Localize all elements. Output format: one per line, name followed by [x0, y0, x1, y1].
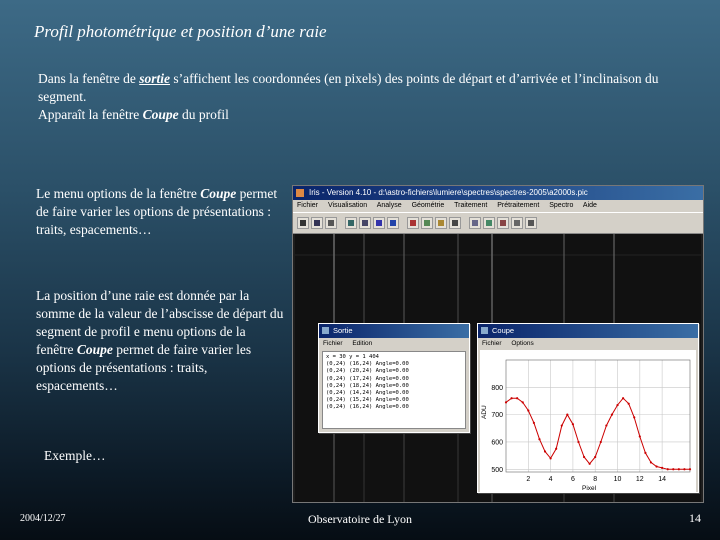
p1-coupe-word: Coupe: [142, 107, 179, 122]
grid-icon[interactable]: [511, 217, 523, 229]
tool-icon[interactable]: [483, 217, 495, 229]
iris-menu-item[interactable]: Visualisation: [327, 202, 368, 209]
data-point: [683, 468, 685, 470]
data-point: [555, 448, 557, 450]
sortie-line: (0,24) (15,24) Angle=0.00: [326, 397, 409, 404]
x-tick-label: 14: [658, 476, 667, 483]
iris-menu-item[interactable]: Traitement: [454, 202, 488, 209]
data-point: [600, 441, 602, 443]
p2-coupe-word: Coupe: [200, 186, 237, 201]
iris-menubar: [293, 200, 703, 212]
p3-coupe-word: Coupe: [76, 342, 113, 357]
data-point: [566, 414, 568, 416]
sortie-window-icon: [322, 327, 329, 334]
page-number: 14: [689, 511, 701, 525]
data-point: [661, 467, 663, 469]
footer-center: Observatoire de Lyon: [308, 512, 412, 526]
sortie-line: x = 30 y = 1 404: [326, 354, 379, 360]
y-tick-label: 600: [491, 439, 503, 447]
zoom-icon[interactable]: [373, 217, 385, 229]
x-tick-label: 4: [548, 476, 553, 483]
open-icon[interactable]: [297, 217, 309, 229]
p1-text-4: du profil: [178, 107, 229, 122]
sortie-output[interactable]: [322, 351, 466, 429]
sortie-line: (0,24) (18,24) Angle=0.00: [326, 382, 409, 389]
coupe-title: Coupe: [492, 326, 515, 335]
data-point: [533, 422, 535, 424]
data-point: [550, 457, 552, 459]
sortie-menubar: [319, 338, 469, 349]
data-point: [538, 438, 540, 440]
paragraph-options: [36, 185, 286, 239]
x-tick-label: 2: [526, 476, 531, 483]
data-point: [644, 452, 646, 454]
print-icon[interactable]: [325, 217, 337, 229]
y-axis-label: ADU: [481, 405, 488, 419]
undo-icon[interactable]: [345, 217, 357, 229]
data-point: [510, 397, 512, 399]
stop-icon[interactable]: [407, 217, 419, 229]
p1-text-3: Apparaît la fenêtre: [38, 107, 143, 122]
data-point: [678, 468, 680, 470]
data-point: [655, 465, 657, 467]
data-point: [611, 414, 613, 416]
data-point: [589, 463, 591, 465]
iris-toolbar: [293, 212, 703, 234]
profile-chart: [480, 350, 696, 492]
sortie-line: (0,24) (14,24) Angle=0.00: [326, 390, 409, 397]
sortie-title: Sortie: [333, 326, 353, 335]
crop-icon[interactable]: [359, 217, 371, 229]
coupe-menu-options[interactable]: Options: [511, 340, 534, 347]
p1-text-2: s’affichent les coordonnées (en pixels) des points de départ et d’arrivée et l’inclinaison du segment.: [38, 71, 659, 104]
data-point: [583, 456, 585, 458]
iris-titlebar[interactable]: [293, 186, 703, 200]
data-point: [672, 468, 674, 470]
data-point: [594, 456, 596, 458]
data-point: [505, 401, 507, 403]
x-tick-label: 8: [593, 476, 598, 483]
coupe-window: [477, 323, 699, 493]
data-point: [522, 401, 524, 403]
y-tick-label: 700: [491, 412, 503, 420]
x-tick-label: 12: [635, 476, 644, 483]
iris-title: Iris - Version 4.10 - d:\astro-fichiers\lumiere\spectres\spectres-2005\a2000s.pic: [309, 188, 588, 197]
data-point: [577, 441, 579, 443]
data-point: [633, 416, 635, 418]
data-point: [561, 424, 563, 426]
color-icon[interactable]: [421, 217, 433, 229]
data-point: [516, 397, 518, 399]
data-point: [605, 424, 607, 426]
p2-text-2: permet de faire varier les options de présentations : traits, espacements…: [36, 186, 278, 237]
data-point: [527, 409, 529, 411]
footer-date: 2004/12/27: [20, 513, 66, 524]
palette-icon[interactable]: [435, 217, 447, 229]
iris-menu-item[interactable]: Prétraitement: [497, 202, 540, 209]
profile-icon[interactable]: [469, 217, 481, 229]
coupe-menubar: [478, 338, 698, 349]
data-point: [650, 461, 652, 463]
iris-app-icon: [296, 189, 304, 197]
p3-text-2: permet de faire varier les options de présentations : traits, espacements…: [36, 342, 252, 393]
paragraph-exemple: Exemple…: [44, 448, 106, 463]
histogram-icon[interactable]: [497, 217, 509, 229]
sortie-line: (0,24) (16,24) Angle=0.00: [326, 404, 409, 411]
settings-icon[interactable]: [387, 217, 399, 229]
y-tick-label: 500: [491, 466, 503, 474]
help-icon[interactable]: [525, 217, 537, 229]
paragraph-sortie: [38, 70, 688, 124]
sortie-line: (0,24) (17,24) Angle=0.00: [326, 375, 409, 382]
p1-text-1: Dans la fenêtre de: [38, 71, 140, 86]
iris-menu-item[interactable]: Fichier: [297, 202, 319, 209]
sortie-menu-edition[interactable]: Edition: [352, 340, 373, 347]
iris-menu-item[interactable]: Analyse: [376, 202, 402, 209]
sortie-line: (0,24) (20,24) Angle=0.00: [326, 368, 409, 375]
sortie-titlebar[interactable]: [319, 324, 469, 338]
p1-sortie-word: sortie: [139, 71, 170, 86]
iris-menu-item[interactable]: Spectro: [549, 202, 574, 209]
iris-menu-item[interactable]: Géométrie: [411, 202, 445, 209]
data-point: [639, 435, 641, 437]
x-axis-label: Pixel: [582, 485, 597, 492]
coupe-titlebar[interactable]: [478, 324, 698, 338]
slide-title: Profil photométrique et position d’une raie: [34, 22, 327, 41]
iris-menu-item[interactable]: Aide: [582, 202, 597, 209]
coupe-window-icon: [481, 327, 488, 334]
y-tick-label: 800: [491, 384, 503, 392]
info-icon[interactable]: [449, 217, 461, 229]
data-point: [689, 468, 691, 470]
data-point: [628, 403, 630, 405]
p2-text-1: Le menu options de la fenêtre: [36, 186, 201, 201]
paragraph-position: [36, 287, 286, 395]
data-point: [622, 397, 624, 399]
data-point: [616, 404, 618, 406]
profile-plot[interactable]: [480, 350, 696, 492]
data-point: [667, 468, 669, 470]
save-icon[interactable]: [311, 217, 323, 229]
x-tick-label: 6: [570, 476, 575, 483]
data-point: [572, 423, 574, 425]
data-point: [544, 450, 546, 452]
sortie-window: [318, 323, 470, 433]
sortie-line: (0,24) (16,24) Angle=0.00: [326, 361, 409, 368]
p3-text-1: La position d’une raie est donnée par la somme de la valeur de l’abscisse de départ du segment de profil e menu options de la fenêtre: [36, 288, 284, 357]
sortie-menu-fichier[interactable]: Fichier: [323, 340, 343, 347]
x-tick-label: 10: [613, 476, 622, 483]
coupe-menu-fichier[interactable]: Fichier: [482, 340, 502, 347]
